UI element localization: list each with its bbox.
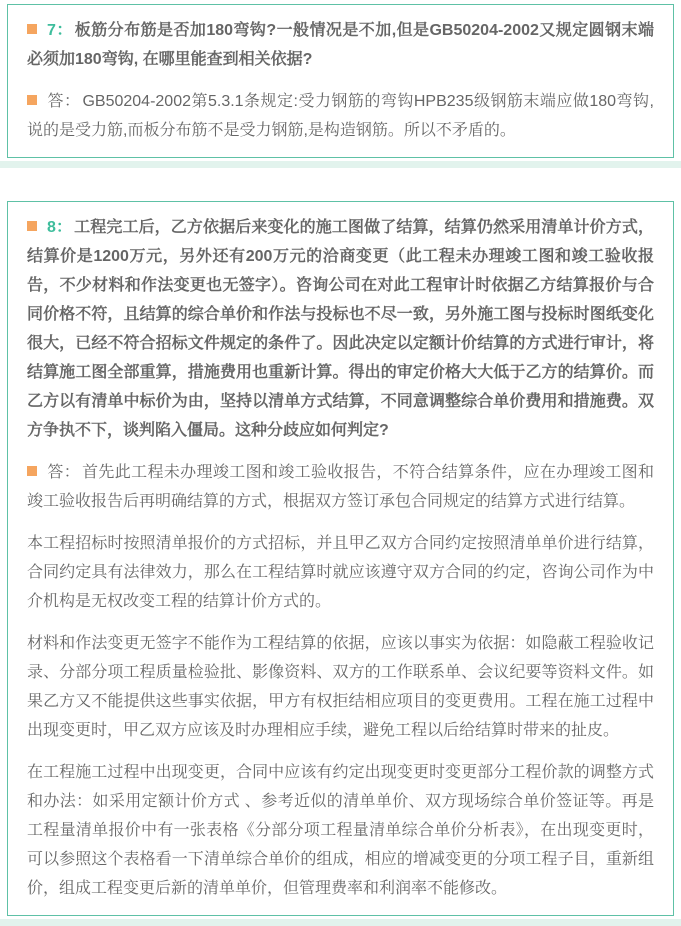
question-8-text: 工程完工后，乙方依据后来变化的施工图做了结算，结算仍然采用清单计价方式，结算价是1200万元，另外还有200万元的洽商变更（此工程未办理竣工图和竣工验收报告，不少材料和作法变更也无签字）。咨询公司在对此工程审计时依据乙方结算报价与合同价格不符，且结算的综合单价和作法与投标也不尽一致，另外施工图与投标时图纸变化很大，已经不符合招标文件规定的条件了。因此决定以定额计价结算的方式进行审计，将结算施工图全部重算，措施费用也重新计算。得出的审定价格大大低于乙方的结算价。而乙方以有清单中标价为由，坚持以清单方式结算，不同意调整综合单价费用和措施费。双方争执不下，谈判陷入僵局。这种分歧应如何判定? — [27, 219, 654, 439]
orange-square-bullet-icon — [27, 24, 37, 34]
card-gap — [0, 168, 681, 201]
question-7-text: 板筋分布筋是否加180弯钩?一般情况是不加,但是GB50204-2002又规定圆钢末端必须加180弯钩, 在哪里能查到相关依据? — [27, 22, 654, 68]
answer-8-paragraph-4 — [27, 758, 654, 903]
answer-8-text-2: 本工程招标时按照清单报价的方式招标，并且甲乙双方合同约定按照清单单价进行结算，合同约定具有法律效力，那么在工程结算时就应该遵守双方合同的约定，咨询公司作为中介机构是无权改变工程的结算计价方式的。 — [27, 535, 654, 610]
card-bottom-shadow — [0, 919, 681, 926]
answer-7-text: GB50204-2002第5.3.1条规定:受力钢筋的弯钩HPB235级钢筋末端应做180弯钩,说的是受力筋,而板分布筋不是受力钢筋,是构造钢筋。所以不矛盾的。 — [27, 93, 654, 139]
answer-8-text-4: 在工程施工过程中出现变更，合同中应该有约定出现变更时变更部分工程价款的调整方式和办法：如采用定额计价方式 、参考近似的清单单价、双方现场综合单价签证等。再是工程量清单报价中有一张表格《分部分项工程量清单综合单价分析表》，在出现变更时，可以参照这个表格看一下清单综合单价的组成，相应的增减变更的分项工程子目，重新组价，组成工程变更后新的清单单价，但管理费率和利润率不能修改。 — [27, 764, 654, 897]
answer-8-paragraph-3 — [27, 629, 654, 745]
card-bottom-shadow — [0, 161, 681, 168]
answer-8-text-3: 材料和作法变更无签字不能作为工程结算的依据，应该以事实为依据：如隐蔽工程验收记录、分部分项工程质量检验批、影像资料、双方的工作联系单、会议纪要等资料文件。如果乙方又不能提供这些事实依据，甲方有权拒结相应项目的变更费用。工程在施工过程中出现变更时，甲乙双方应该及时办理相应手续，避免工程以后给结算时带来的扯皮。 — [27, 635, 654, 739]
answer-8-paragraph-1 — [27, 458, 654, 516]
orange-square-bullet-icon — [27, 221, 37, 231]
answer-8-label: 答： — [47, 464, 81, 481]
answer-7-label: 答： — [47, 93, 81, 110]
orange-square-bullet-icon — [27, 95, 37, 105]
orange-square-bullet-icon — [27, 466, 37, 476]
qa-card-question-7 — [7, 4, 674, 158]
question-8-number: 8： — [47, 219, 73, 236]
qa-card-question-8 — [7, 201, 674, 916]
question-7 — [27, 16, 654, 74]
question-8 — [27, 213, 654, 445]
answer-7 — [27, 87, 654, 145]
answer-8-paragraph-2 — [27, 529, 654, 616]
question-7-number: 7： — [47, 22, 73, 39]
answer-8-text-1: 首先此工程未办理竣工图和竣工验收报告，不符合结算条件，应在办理竣工图和竣工验收报告后再明确结算的方式，根据双方签订承包合同规定的结算方式进行结算。 — [27, 464, 654, 510]
